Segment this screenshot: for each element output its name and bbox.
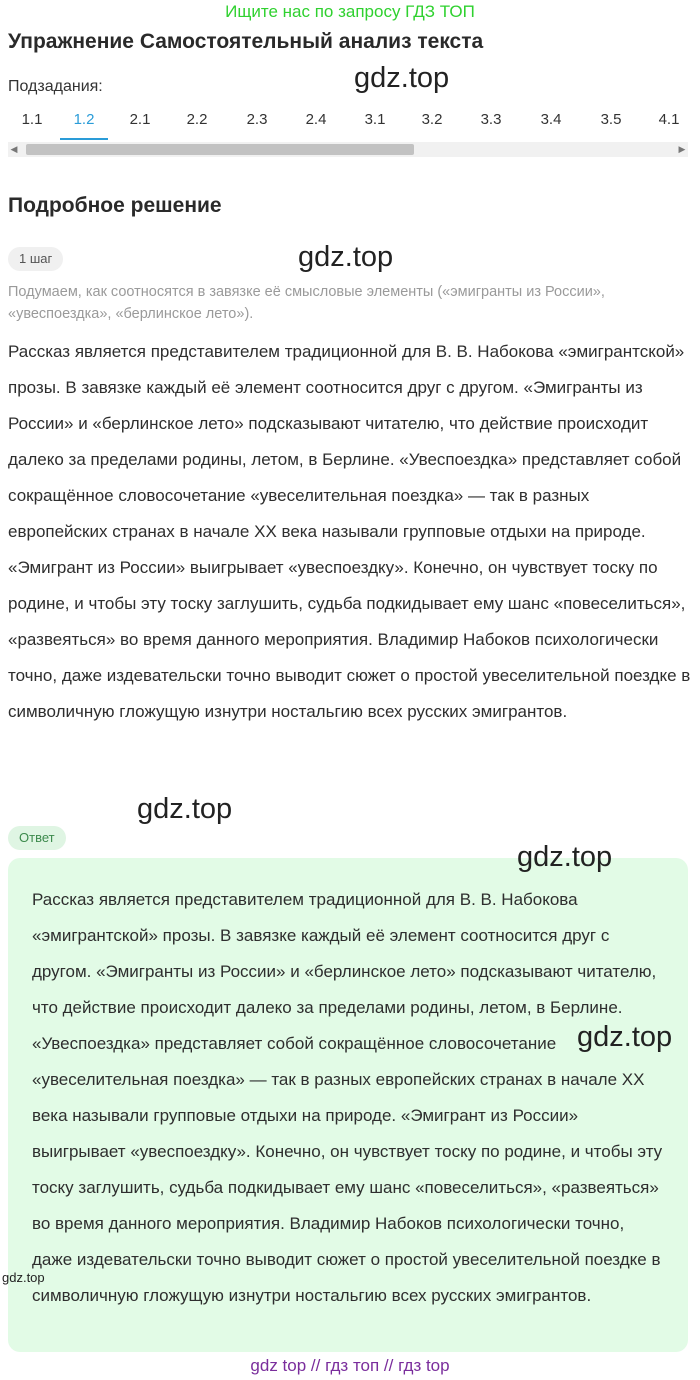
watermark: gdz.top [2,1270,45,1285]
solution-text: Рассказ является представителем традиционной для В. В. Набокова «эмигрантской» прозы. В завязке каждый её элемент соотносится друг с другом. «Эмигранты из России» и «берлинское лето» подсказывают читателю, что действие происходит далеко за пределами родины, летом, в Берлине. «Увеспоездка» представляет собой сокращённое словосочетание «увеселительная поездка» — так в разных европейских странах в начале XX века называли групповые отдыхи на природе. «Эмигрант из России» выигрывает «увеспоездку». Конечно, он чувствует тоску по родине, и чтобы эту тоску заглушить, судьба подкидывает ему шанс «повеселиться», «развеяться» во время данного мероприятия. Владимир Набоков психологически точно, даже издевательски точно выводит сюжет о простой увеселительной поездке в символичную гложущую изнутри ностальгию всех русских эмигрантов. [8,342,691,721]
tabs-scrollbar[interactable] [8,142,688,157]
watermark: gdz.top [354,62,450,94]
tab-2-3[interactable]: 2.3 [246,111,268,128]
tab-1-1[interactable]: 1.1 [21,111,43,128]
step-hint: Подумаем, как соотносятся в завязке её смысловые элементы («эмигранты из России», «увеспоездка», «берлинское лето»). [8,284,605,322]
tab-4-1[interactable]: 4.1 [658,111,680,128]
step-badge: 1 шаг [8,247,63,271]
footer-links[interactable]: gdz top // гдз топ // гдз top [250,1356,450,1375]
tab-3-5[interactable]: 3.5 [600,111,622,128]
subtasks-label: Подзадания: [8,78,103,95]
tab-3-4[interactable]: 3.4 [540,111,562,128]
scroll-left-arrow-icon[interactable]: ◀ [10,144,18,154]
tab-2-2[interactable]: 2.2 [186,111,208,128]
tab-2-4[interactable]: 2.4 [305,111,327,128]
tab-2-1[interactable]: 2.1 [129,111,151,128]
watermark: gdz.top [517,841,613,873]
top-banner[interactable]: Ищите нас по запросу ГДЗ ТОП [225,2,475,21]
tab-3-1[interactable]: 3.1 [364,111,386,128]
tab-3-2[interactable]: 3.2 [421,111,443,128]
scrollbar-thumb[interactable] [26,144,414,155]
tab-1-2[interactable]: 1.2 [60,100,108,140]
watermark: gdz.top [137,793,233,825]
tab-3-3[interactable]: 3.3 [480,111,502,128]
page-title: Упражнение Самостоятельный анализ текста [8,30,484,53]
section-title: Подробное решение [8,194,222,217]
scroll-right-arrow-icon[interactable]: ▶ [678,144,686,154]
watermark: gdz.top [577,1021,673,1053]
answer-text: Рассказ является представителем традиционной для В. В. Набокова «эмигрантской» прозы. В завязке каждый её элемент соотносится друг с другом. «Эмигранты из России» и «берлинское лето» подсказывают читателю, что действие происходит далеко за пределами родины, летом, в Берлине. «Увеспоездка» представляет собой сокращённое словосочетание «увеселительная поездка» — так в разных европейских странах в начале XX века называли групповые отдыхи на природе. «Эмигрант из России» выигрывает «увеспоездку». Конечно, он чувствует тоску по родине, и чтобы эту тоску заглушить, судьба подкидывает ему шанс «повеселиться», «развеяться» во время данного мероприятия. Владимир Набоков психологически точно, даже издевательски точно выводит сюжет о простой увеселительной поездке в символичную гложущую изнутри ностальгию всех русских эмигрантов. [32,890,663,1305]
answer-badge: Ответ [8,826,66,850]
subtask-tabs [8,100,698,140]
watermark: gdz.top [298,241,394,273]
